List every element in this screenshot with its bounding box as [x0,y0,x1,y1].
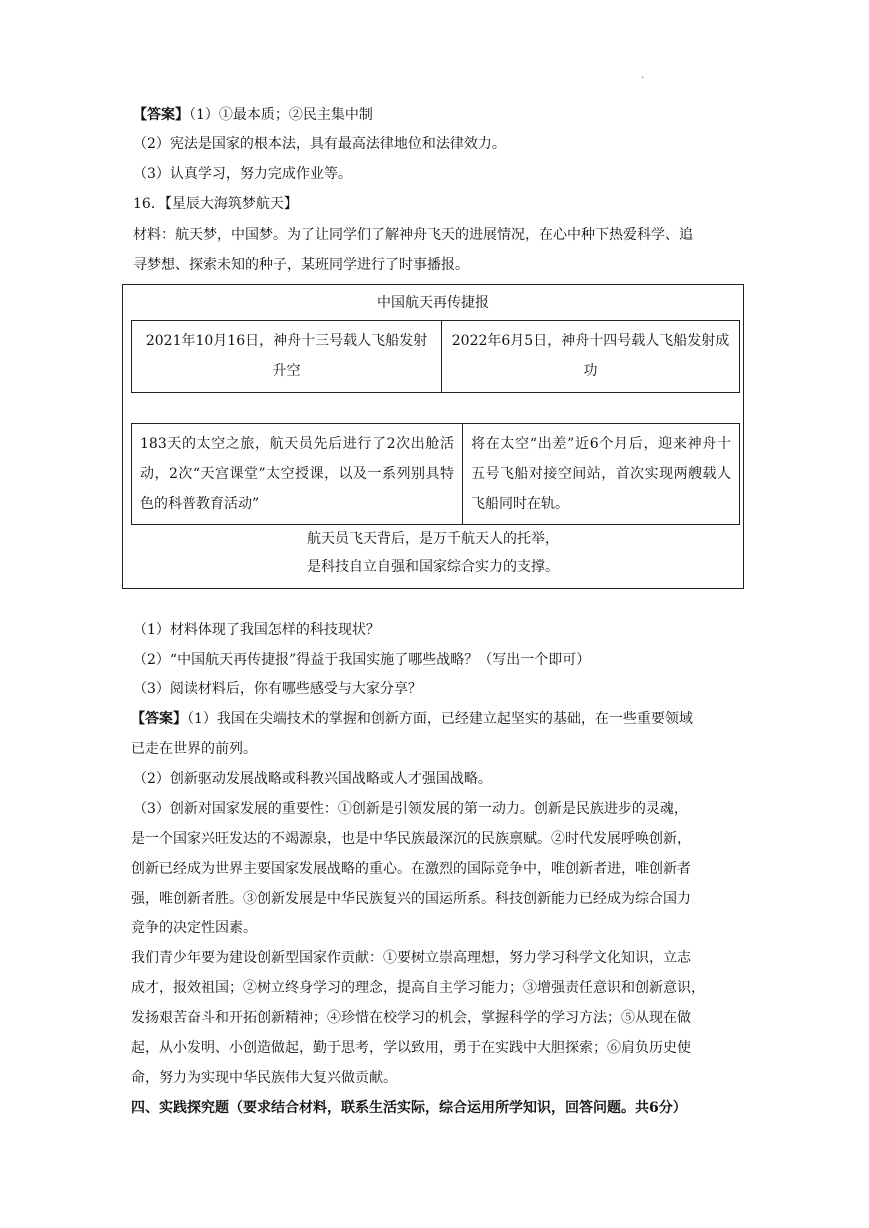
youth-contribution-line: 我们青少年要为建设创新型国家作贡献：①要树立崇高理想，努力学习科学文化知识，立志 [131,950,691,966]
answer-15-part2: （2）宪法是国家的根本法，具有最高法律地位和法律效力。 [133,136,506,152]
news-cell-shenzhou-13: 2021年10月16日，神舟十三号载人飞船发射升空 [131,320,442,393]
answer-16-part3-line: 强，唯创新者胜。③创新发展是中华民族复兴的国运所系。科技创新能力已经成为综合国力 [131,891,691,907]
answer-text: （1）我国在尖端技术的掌握和创新方面，已经建立起坚实的基础，在一些重要领域 [187,711,693,727]
news-cell-shenzhou-14: 2022年6月5日，神舟十四号载人飞船发射成功 [441,320,740,393]
news-box-title: 中国航天再传捷报 [377,295,489,311]
news-box [122,284,744,589]
answer-16-part3-line: （3）创新对国家发展的重要性：①创新是引领发展的第一动力。创新是民族进步的灵魂， [133,801,688,817]
answer-label: 【答案】 [131,711,187,727]
page-marker: . [641,70,645,81]
answer-text: （1）①最本质；②民主集中制 [189,107,373,123]
youth-contribution-line: 发扬艰苦奋斗和开拓创新精神；④珍惜在校学习的机会，掌握科学的学习方法；⑤从现在做 [131,1010,691,1026]
news-box-footer-1: 航天员飞天背后，是万千航天人的托举， [307,531,559,547]
answer-16-part1 [131,709,693,729]
answer-label: 【答案】 [133,107,189,123]
section-4-heading: 四、实践探究题（要求结合材料，联系生活实际，综合运用所学知识，回答问题。共6分） [131,1100,687,1116]
answer-16-part2: （2）创新驱动发展战略或科教兴国战略或人才强国战略。 [133,771,492,787]
news-cell-shenzhou-15: 将在太空“出差”近6个月后，迎来神舟十五号飞船对接空间站，首次实现两艘载人飞船同时在轨。 [462,423,740,525]
question-16-3: （3）阅读材料后，你有哪些感受与大家分享？ [133,681,422,697]
answer-16-part3-line: 竞争的决定性因素。 [131,920,257,936]
answer-16-part1-cont: 已走在世界的前列。 [131,741,257,757]
material-line-2: 寻梦想、探索未知的种子，某班同学进行了时事播报。 [133,257,469,273]
answer-16-part3-line: 创新已经成为世界主要国家发展战略的重心。在激烈的国际竞争中，唯创新者进，唯创新者 [131,861,691,877]
youth-contribution-line: 命，努力为实现中华民族伟大复兴做贡献。 [131,1070,397,1086]
material-line-1: 材料：航天梦，中国梦。为了让同学们了解神舟飞天的进展情况，在心中种下热爱科学、追 [133,227,693,243]
answer-15-part3: （3）认真学习，努力完成作业等。 [133,166,352,182]
youth-contribution-line: 成才，报效祖国；②树立终身学习的理念，提高自主学习能力；③增强责任意识和创新意识， [131,980,705,996]
news-box-footer-2: 是科技自立自强和国家综合实力的支撑。 [307,559,559,575]
question-16-1: （1）材料体现了我国怎样的科技现状？ [133,622,380,638]
news-cell-space-journey: 183天的太空之旅，航天员先后进行了2次出舱活动，2次“天宫课堂”太空授课，以及一系列别具特色的科普教育活动” [131,423,463,525]
answer-16-part3-line: 是一个国家兴旺发达的不竭源泉，也是中华民族最深沉的民族禀赋。②时代发展呼唤创新， [131,831,691,847]
question-16-2: （2）“中国航天再传捷报”得益于我国实施了哪些战略？（写出一个即可） [133,652,591,668]
youth-contribution-line: 起，从小发明、小创造做起，勤于思考，学以致用，勇于在实践中大胆探索；⑥肩负历史使 [131,1040,691,1056]
answer-15-part1 [133,105,373,125]
question-16-heading: 16．【星辰大海筑梦航天】 [133,196,298,212]
